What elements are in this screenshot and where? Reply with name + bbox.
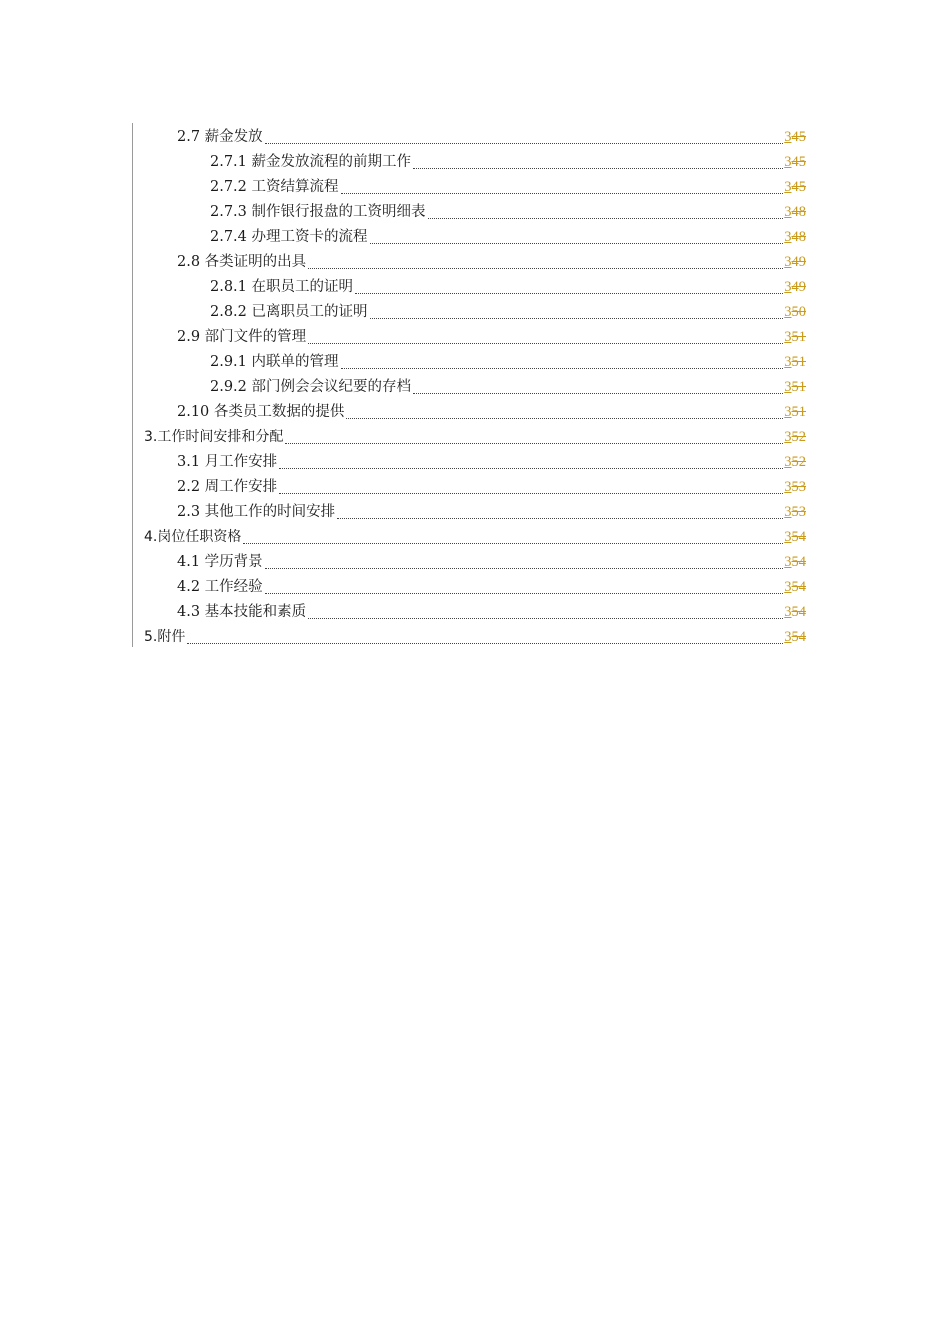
toc-entry-label: 2.7.2 工资结算流程 (210, 179, 339, 195)
toc-entry[interactable] (210, 175, 806, 200)
toc-page-number (784, 475, 806, 500)
page-number-deleted: 51 (791, 354, 806, 370)
page-number-inserted: 3 (784, 329, 792, 345)
page-number-deleted: 49 (791, 279, 806, 295)
dot-leader (243, 543, 783, 544)
toc-entry-label: 2.3 其他工作的时间安排 (177, 504, 336, 520)
toc-page-number (784, 150, 806, 175)
page-number-inserted: 3 (784, 254, 792, 270)
dot-leader (413, 168, 783, 169)
page-number-inserted: 3 (784, 379, 792, 395)
toc-page-number (784, 450, 806, 475)
toc-page-number (784, 300, 806, 325)
dot-leader (308, 268, 783, 269)
toc-entry[interactable] (177, 550, 806, 575)
dot-leader (370, 243, 784, 244)
toc-page-number (784, 225, 806, 250)
toc-entry[interactable] (177, 450, 806, 475)
toc-page-number (784, 600, 806, 625)
toc-entry-label: 2.7.1 薪金发放流程的前期工作 (210, 154, 412, 170)
page-number-deleted: 54 (791, 629, 806, 645)
toc-entry[interactable] (177, 600, 806, 625)
dot-leader (265, 143, 784, 144)
page-number-inserted: 3 (784, 154, 792, 170)
page-number-inserted: 3 (784, 204, 792, 220)
page-number-deleted: 48 (791, 204, 806, 220)
page-number-deleted: 51 (791, 404, 806, 420)
page-number-deleted: 54 (791, 604, 806, 620)
toc-entry-label: 2.10 各类员工数据的提供 (177, 404, 345, 420)
toc-entry[interactable] (177, 475, 806, 500)
toc-entry[interactable] (144, 425, 806, 450)
page-number-inserted: 3 (784, 529, 792, 545)
page-number-deleted: 51 (791, 329, 806, 345)
dot-leader (308, 618, 783, 619)
toc-entry-label: 2.7.3 制作银行报盘的工资明细表 (210, 204, 426, 220)
page-number-inserted: 3 (784, 479, 792, 495)
page-number-inserted: 3 (784, 229, 792, 245)
toc-entry[interactable] (210, 375, 806, 400)
dot-leader (341, 368, 784, 369)
toc-page-number (784, 500, 806, 525)
dot-leader (346, 418, 783, 419)
toc-page-number (784, 400, 806, 425)
toc-entry-label: 4.3 基本技能和素质 (177, 604, 307, 620)
page-number-inserted: 3 (784, 304, 792, 320)
page-number-inserted: 3 (784, 454, 792, 470)
page-number-inserted: 3 (784, 579, 792, 595)
toc-entry-label: 4.岗位任职资格 (144, 529, 242, 545)
dot-leader (428, 218, 784, 219)
toc-entry-label: 2.8 各类证明的出具 (177, 254, 307, 270)
page-number-inserted: 3 (784, 629, 792, 645)
dot-leader (279, 468, 783, 469)
toc-entry-label: 2.8.2 已离职员工的证明 (210, 304, 368, 320)
page-number-deleted: 49 (791, 254, 806, 270)
toc-page-number (784, 425, 806, 450)
toc-entry[interactable] (210, 300, 806, 325)
dot-leader (187, 643, 783, 644)
dot-leader (355, 293, 783, 294)
toc-entry-label: 2.9.1 内联单的管理 (210, 354, 339, 370)
dot-leader (279, 493, 783, 494)
toc-page-number (784, 525, 806, 550)
toc-page-number (784, 200, 806, 225)
page-number-deleted: 53 (791, 479, 806, 495)
toc-entry[interactable] (177, 575, 806, 600)
toc-entry[interactable] (177, 125, 806, 150)
toc-entry[interactable] (144, 525, 806, 550)
toc-page-number (784, 325, 806, 350)
toc-page-number (784, 175, 806, 200)
revision-change-bar (132, 123, 133, 647)
dot-leader (337, 518, 783, 519)
toc-entry[interactable] (144, 625, 806, 650)
page-number-deleted: 54 (791, 554, 806, 570)
toc-entry-label: 5.附件 (144, 629, 186, 645)
toc-entry[interactable] (177, 325, 806, 350)
dot-leader (413, 393, 783, 394)
page-number-deleted: 50 (791, 304, 806, 320)
toc-entry[interactable] (210, 225, 806, 250)
page-number-inserted: 3 (784, 354, 792, 370)
toc-page-number (784, 575, 806, 600)
page-number-deleted: 51 (791, 379, 806, 395)
toc-entry[interactable] (177, 400, 806, 425)
page-number-inserted: 3 (784, 129, 792, 145)
toc-entry[interactable] (210, 350, 806, 375)
toc-entry-label: 4.2 工作经验 (177, 579, 263, 595)
page-number-inserted: 3 (784, 279, 792, 295)
toc-page-number (784, 550, 806, 575)
toc-entry-label: 4.1 学历背景 (177, 554, 263, 570)
page-number-inserted: 3 (784, 604, 792, 620)
page-number-deleted: 54 (791, 529, 806, 545)
toc-entry-label: 3.1 月工作安排 (177, 454, 278, 470)
page-number-deleted: 52 (791, 429, 806, 445)
toc-entry-label: 2.9 部门文件的管理 (177, 329, 307, 345)
dot-leader (341, 193, 784, 194)
page-number-deleted: 45 (791, 129, 806, 145)
page-number-deleted: 45 (791, 179, 806, 195)
page-number-inserted: 3 (784, 429, 792, 445)
page-number-inserted: 3 (784, 554, 792, 570)
toc-page-number (784, 250, 806, 275)
page-number-inserted: 3 (784, 504, 792, 520)
dot-leader (285, 443, 783, 444)
toc-entry[interactable] (210, 275, 806, 300)
page-number-deleted: 52 (791, 454, 806, 470)
toc-entry-label: 3.工作时间安排和分配 (144, 429, 284, 445)
toc-page-number (784, 375, 806, 400)
toc-entry-label: 2.8.1 在职员工的证明 (210, 279, 354, 295)
toc-entry-label: 2.9.2 部门例会会议纪要的存档 (210, 379, 412, 395)
toc-page-number (784, 350, 806, 375)
page-number-deleted: 53 (791, 504, 806, 520)
dot-leader (265, 593, 784, 594)
dot-leader (308, 343, 783, 344)
toc-page-number (784, 625, 806, 650)
toc-page-number (784, 275, 806, 300)
page-number-inserted: 3 (784, 404, 792, 420)
toc-entry[interactable] (210, 150, 806, 175)
toc-entry[interactable] (177, 250, 806, 275)
toc-page-number (784, 125, 806, 150)
dot-leader (370, 318, 784, 319)
page-number-deleted: 48 (791, 229, 806, 245)
toc-entry[interactable] (177, 500, 806, 525)
page-number-inserted: 3 (784, 179, 792, 195)
toc-entry[interactable] (210, 200, 806, 225)
page-number-deleted: 54 (791, 579, 806, 595)
toc-entry-label: 2.7 薪金发放 (177, 129, 263, 145)
page-number-deleted: 45 (791, 154, 806, 170)
toc-entry-label: 2.2 周工作安排 (177, 479, 278, 495)
dot-leader (265, 568, 784, 569)
toc-entry-label: 2.7.4 办理工资卡的流程 (210, 229, 368, 245)
